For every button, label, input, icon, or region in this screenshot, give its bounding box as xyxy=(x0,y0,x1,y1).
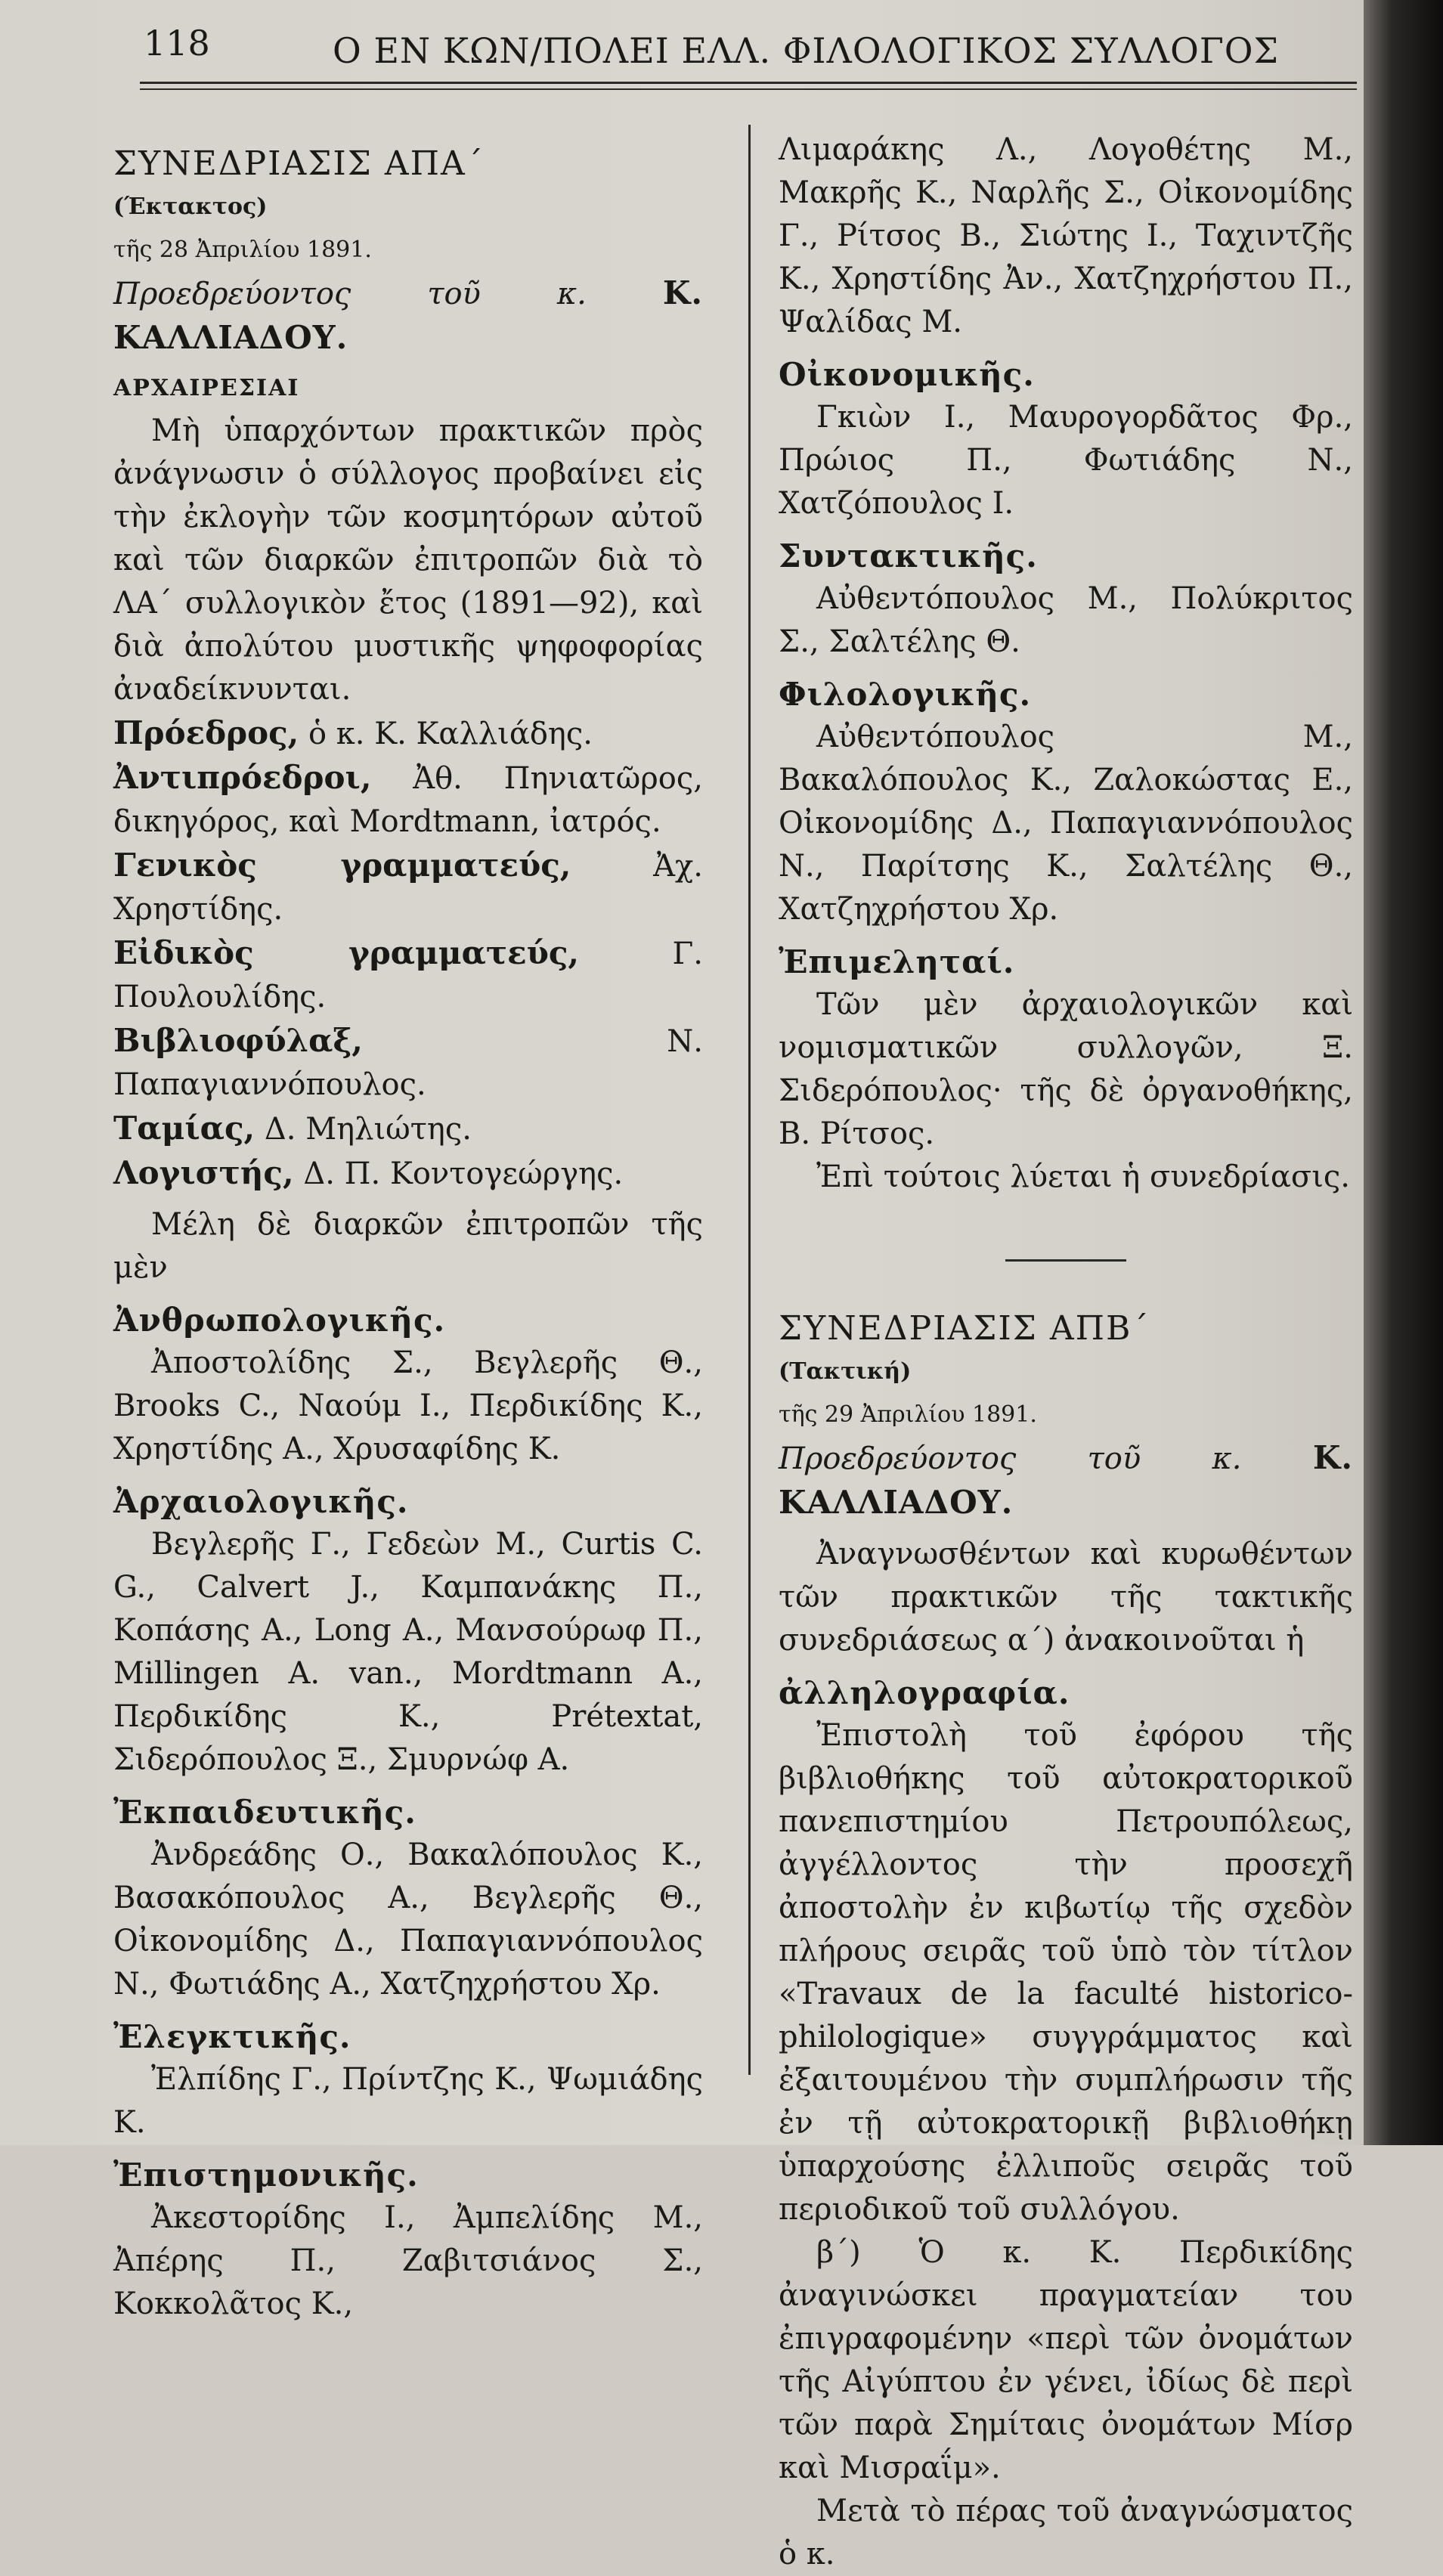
column-divider xyxy=(748,125,751,2075)
officer-president xyxy=(113,711,703,756)
officer-label: Εἰδικὸς γραμματεύς, xyxy=(113,934,580,971)
officer-label: Πρόεδρος, xyxy=(113,714,299,751)
committee-title: Ἐλεγκτικῆς. xyxy=(113,2018,351,2055)
committee-members: Ἐλπίδης Γ., Πρίντζης Κ., Ψωμιάδης Κ. xyxy=(113,2062,703,2140)
committee-title: Συντακτικῆς. xyxy=(779,537,1038,574)
committee-members: Ἀκεστορίδης Ι., Ἀμπελίδης Μ., Ἀπέρης Π., Ζαβιτσιάνος Σ., Κοκκολᾶτος Κ., xyxy=(113,2200,703,2321)
session-type: (Έκτακτος) xyxy=(113,194,268,220)
committee-title: Οἰκονομικῆς. xyxy=(779,356,1035,393)
officer-label: Βιβλιοφύλαξ, xyxy=(113,1022,363,1059)
presiding-prefix: Προεδρεύοντος τοῦ κ. xyxy=(113,277,587,311)
correspondence-title: ἀλληλογραφία. xyxy=(779,1674,1070,1711)
committee-members: Αὐθεντόπουλος Μ., Βακαλόπουλος Κ., Ζαλοκώστας Ε., Οἰκονομίδης Δ., Παπαγιαννόπουλος Ν., Παρίτσης Κ., Σαλτέλης Θ., Χατζηχρήστου Χρ. xyxy=(779,720,1353,927)
officer-label: Γενικὸς γραμματεύς, xyxy=(113,847,571,884)
running-header xyxy=(144,23,1338,76)
officer-text: Γ. Πουλουλίδης. xyxy=(113,937,703,1014)
book-spine xyxy=(1364,0,1443,2145)
officer-label: Ἀντιπρόεδροι, xyxy=(113,759,372,796)
session2-type: (Τακτική) xyxy=(779,1358,912,1385)
committee-members: Ἀνδρεάδης Ο., Βακαλόπουλος Κ., Βασακόπουλος Α., Βεγλερῆς Θ., Οἰκονομίδης Δ., Παπαγιαννόπουλος Ν., Φωτιάδης Α., Χατζηχρήστου Χρ. xyxy=(113,1838,703,2002)
header-rule xyxy=(140,82,1357,84)
committee-title: Ἐπιστημονικῆς. xyxy=(113,2156,419,2194)
members-intro: Μέλη δὲ διαρκῶν ἐπιτροπῶν τῆς μὲν xyxy=(113,1207,703,1285)
officer-vice-presidents xyxy=(113,756,703,844)
officer-special-secretary xyxy=(113,931,703,1019)
committee-title: Ἐκπαιδευτικῆς. xyxy=(113,1794,416,1831)
session2-title: ΣΥΝΕΔΡΙΑΣΙΣ ΑΠΒ΄ xyxy=(779,1309,1150,1348)
presiding-line xyxy=(113,271,703,361)
officer-librarian xyxy=(113,1019,703,1107)
right-column xyxy=(779,128,1353,2576)
session2-date: τῆς 29 Ἀπριλίου 1891. xyxy=(779,1401,1037,1428)
curators-title: Ἐπιμεληταί. xyxy=(779,943,1015,980)
committee-title: Ἀρχαιολογικῆς. xyxy=(113,1483,409,1520)
session2-presiding-line xyxy=(779,1436,1353,1525)
header-rule-thin xyxy=(140,88,1357,90)
officer-text: Ἀθ. Πηνιατῶρος, δικηγόρος, καὶ Mordtmann, ἰατρός. xyxy=(113,761,703,839)
officer-general-secretary xyxy=(113,844,703,931)
session-date: τῆς 28 Ἀπριλίου 1891. xyxy=(113,237,372,263)
page-number: 118 xyxy=(144,23,210,63)
committee-title: Ἀνθρωπολογικῆς. xyxy=(113,1302,446,1339)
officer-text: Ἀχ. Χρηστίδης. xyxy=(113,849,703,927)
presiding-name: Κ. ΚΑΛΛΙΑΔΟΥ. xyxy=(113,274,703,356)
closing-line: Ἐπὶ τούτοις λύεται ἡ συνεδρίασις. xyxy=(816,1160,1351,1194)
item-b: β΄) Ὁ κ. Κ. Περδικίδης ἀναγινώσκει πραγματείαν του ἐπιγραφομένην «περὶ τῶν ὀνομάτων τῆς Αἰγύπτου ἐν γένει, ἰδίως δὲ περὶ τῶν παρὰ Σημίταις ὀνομάτων Μίσρ καὶ Μισραΐμ». xyxy=(779,2235,1353,2485)
committee-continuation: Λιμαράκης Λ., Λογοθέτης Μ., Μακρῆς Κ., Ναρλῆς Σ., Οἰκονομίδης Γ., Ρίτσος Β., Σιώτης Ι., Ταχιντζῆς Κ., Χρηστίδης Ἀν., Χατζηχρήστου Π., Ψαλίδας Μ. xyxy=(779,132,1353,339)
committee-members: Γκιὼν Ι., Μαυρογορδᾶτος Φρ., Πρώιος Π., Φωτιάδης Ν., Χατζόπουλος Ι. xyxy=(779,400,1353,521)
session-title: ΣΥΝΕΔΡΙΑΣΙΣ ΑΠΑ΄ xyxy=(113,144,485,183)
officer-text: Δ. Π. Κοντογεώργης. xyxy=(293,1156,624,1191)
committee-members: Βεγλερῆς Γ., Γεδεὼν Μ., Curtis C. G., Calvert J., Καμπανάκης Π., Κοπάσης Α., Long A., Μανσούρωφ Π., Millingen A. van., Mordtmann A., Περδικίδης Κ., Prétextat, Σιδερόπουλος Ξ., Σμυρνώφ Α. xyxy=(113,1527,703,1777)
last-line: Μετὰ τὸ πέρας τοῦ ἀναγνώσματος ὁ κ. xyxy=(779,2494,1353,2571)
elections-intro: Μὴ ὑπαρχόντων πρακτικῶν πρὸς ἀνάγνωσιν ὁ σύλλογος προβαίνει εἰς τὴν ἐκλογὴν τῶν κοσμητόρων αὐτοῦ καὶ τῶν διαρκῶν ἐπιτροπῶν διὰ τὸ ΛΑ΄ συλλογικὸν ἔτος (1891—92), καὶ διὰ ἀπολύτου μυστικῆς ψηφοφορίας ἀναδείκνυνται. xyxy=(113,413,703,707)
officer-text: Δ. Μηλιώτης. xyxy=(255,1112,472,1147)
committee-members: Αὐθεντόπουλος Μ., Πολύκριτος Σ., Σαλτέλης Θ. xyxy=(779,581,1353,659)
officer-label: Λογιστής, xyxy=(113,1154,294,1191)
running-title: Ο ΕΝ ΚΩΝ/ΠΟΛΕΙ ΕΛΛ. ΦΙΛΟΛΟΓΙΚΟΣ ΣΥΛΛΟΓΟΣ xyxy=(333,30,1279,71)
officer-label: Ταμίας, xyxy=(113,1110,255,1147)
committee-members: Ἀποστολίδης Σ., Βεγλερῆς Θ., Brooks C., Ναούμ Ι., Περδικίδης Κ., Χρηστίδης Α., Χρυσαφίδης Κ. xyxy=(113,1345,703,1466)
session2-intro: Ἀναγνωσθέντων καὶ κυρωθέντων τῶν πρακτικῶν τῆς τακτικῆς συνεδριάσεως α΄) ἀνακοινοῦται ἡ xyxy=(779,1537,1353,1658)
elections-heading: ΑΡΧΑΙΡΕΣΙΑΙ xyxy=(113,375,300,401)
curators-text: Τῶν μὲν ἀρχαιολογικῶν καὶ νομισματικῶν συλλογῶν, Ξ. Σιδερόπουλος· τῆς δὲ ὀργανοθήκης, Β. Ρίτσος. xyxy=(779,987,1353,1151)
section-separator xyxy=(1005,1259,1126,1262)
left-column xyxy=(113,128,703,2326)
presiding-name: Κ. ΚΑΛΛΙΑΔΟΥ. xyxy=(779,1439,1353,1521)
officer-accountant xyxy=(113,1151,703,1196)
officer-text: Ν. Παπαγιαννόπουλος. xyxy=(113,1024,703,1102)
presiding-prefix: Προεδρεύοντος τοῦ κ. xyxy=(779,1441,1242,1476)
committee-title: Φιλολογικῆς. xyxy=(779,676,1032,713)
officer-treasurer xyxy=(113,1107,703,1151)
correspondence-letter: Ἐπιστολὴ τοῦ ἐφόρου τῆς βιβλιοθήκης τοῦ αὐτοκρατορικοῦ πανεπιστημίου Πετρουπόλεως, ἀγγέλλοντος τὴν προσεχῆ ἀποστολὴν ἐν κιβωτίῳ τῆς σχεδὸν πλήρους σειρᾶς τοῦ ὑπὸ τὸν τίτλον «Travaux de la faculté historico-philologique» συγγράμματος καὶ ἐξαιτουμένου τὴν συμπλήρωσιν τῆς ἐν τῇ αὐτοκρατορικῇ βιβλιοθήκῃ ὑπαρχούσης ἐλλιποῦς σειρᾶς τοῦ περιοδικοῦ τοῦ συλλόγου. xyxy=(779,1718,1353,2227)
officer-text: ὁ κ. Κ. Καλλιάδης. xyxy=(299,717,593,751)
